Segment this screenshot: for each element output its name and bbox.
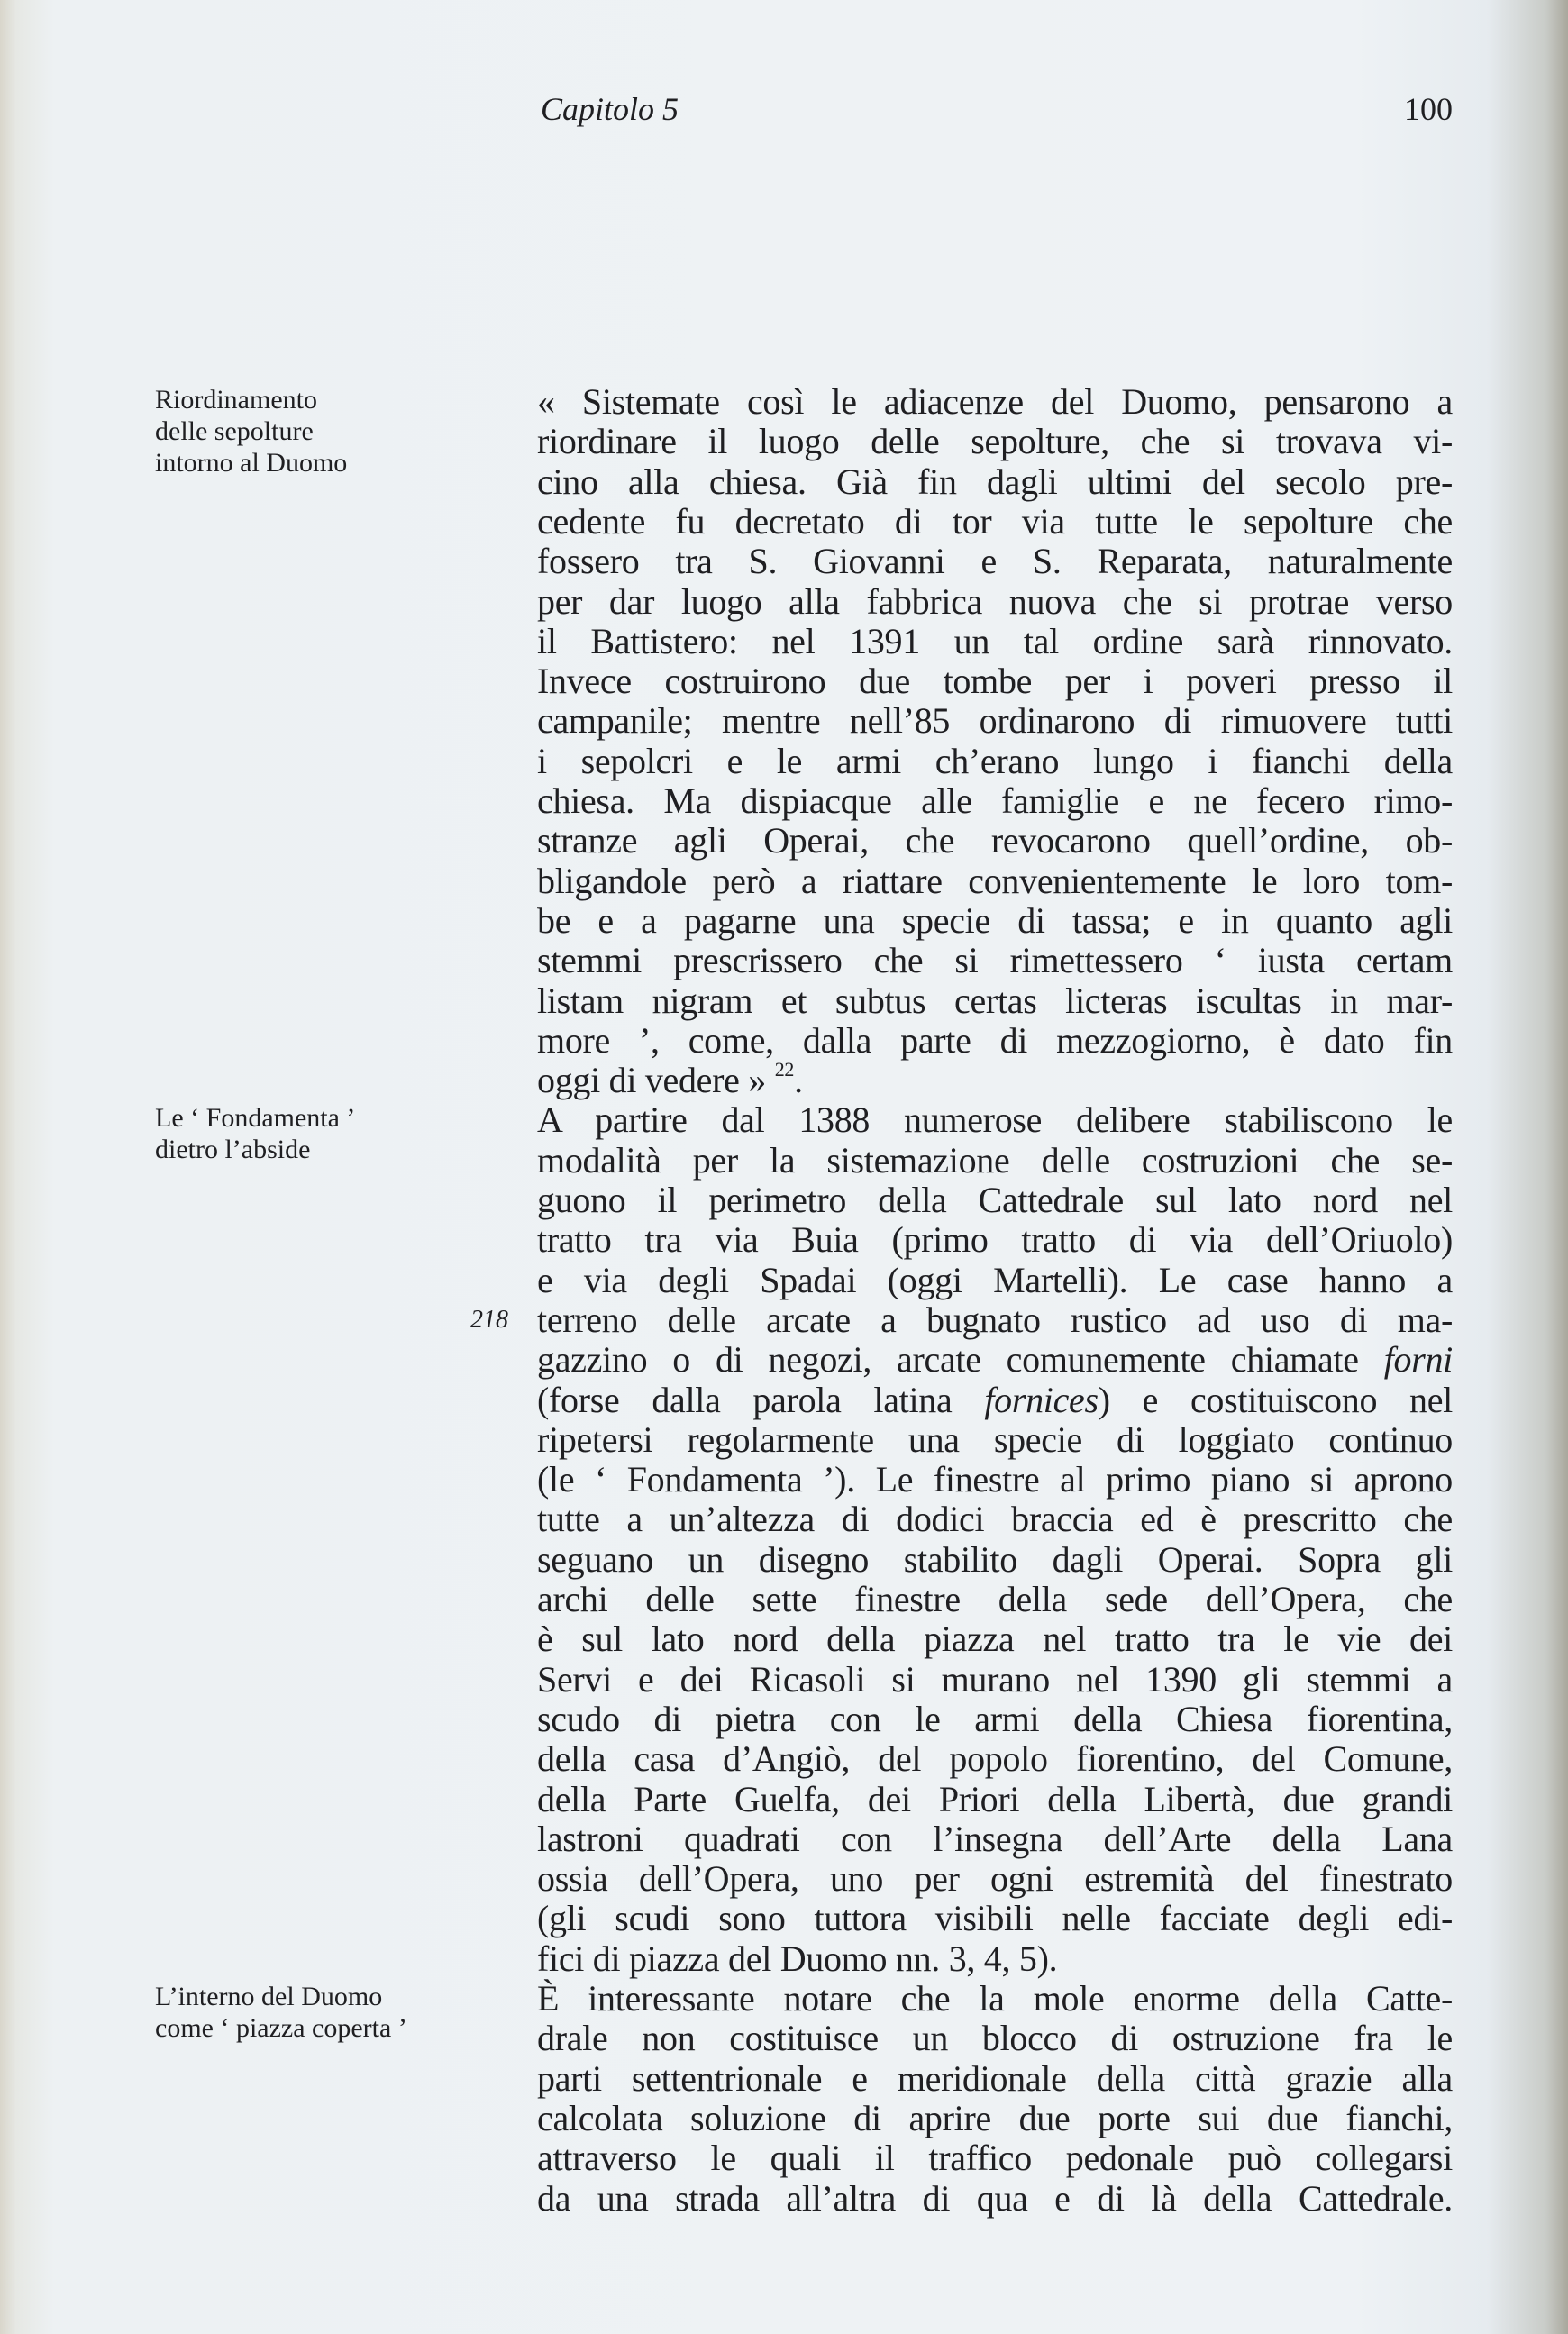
body-line bbox=[537, 981, 1453, 1021]
body-line bbox=[537, 2179, 1453, 2219]
body-line bbox=[537, 1021, 1453, 1061]
body-line bbox=[537, 1220, 1453, 1260]
italic-term: fornices bbox=[984, 1379, 1099, 1420]
line-text: della casa d’Angiò, del popolo fiorentino, del Comune, bbox=[537, 1738, 1453, 1780]
line-text: (gli scudi sono tuttora visibili nelle facciate degli edi- bbox=[537, 1898, 1453, 1939]
body-line bbox=[537, 2138, 1453, 2178]
line-text: seguano un disegno stabilito dagli Operai. Sopra gli bbox=[537, 1538, 1453, 1580]
footnote-ref: 22 bbox=[774, 1058, 795, 1081]
body-line bbox=[537, 1859, 1453, 1899]
line-text: tratto tra via Buia (primo tratto di via dell’Oriuolo) bbox=[537, 1219, 1453, 1261]
line-text: be e a pagarne una specie di tassa; e in quanto agli bbox=[537, 899, 1453, 941]
body-line bbox=[537, 422, 1453, 461]
line-text: (forse dalla parola latina bbox=[537, 1379, 985, 1420]
body-line bbox=[537, 1819, 1453, 1859]
line-text: riordinare il luogo delle sepolture, che si trovava vi- bbox=[537, 421, 1453, 462]
page-number: 100 bbox=[1404, 91, 1453, 127]
line-text: parti settentrionale e meridionale della città grazie alla bbox=[537, 2057, 1453, 2099]
line-text: fossero tra S. Giovanni e S. Reparata, naturalmente bbox=[537, 541, 1453, 582]
line-text: cino alla chiesa. Già fin dagli ultimi del secolo pre- bbox=[537, 460, 1453, 502]
line-text: da una strada all’altra di qua e di là della Cattedrale. bbox=[537, 2177, 1453, 2219]
body-line bbox=[537, 1420, 1453, 1460]
body-line bbox=[537, 1058, 1453, 1101]
line-text: e via degli Spadai (oggi Martelli). Le case hanno a bbox=[537, 1259, 1453, 1300]
body-line bbox=[537, 1100, 1453, 1140]
body-line bbox=[537, 382, 1453, 422]
body-line bbox=[537, 1619, 1453, 1659]
body-line bbox=[537, 901, 1453, 941]
body-line bbox=[537, 462, 1453, 502]
line-text: scudo di pietra con le armi della Chiesa fiorentina, bbox=[537, 1698, 1453, 1739]
line-text: ) e costituiscono nel bbox=[1098, 1379, 1453, 1420]
line-text: della Parte Guelfa, dei Priori della Libertà, due grandi bbox=[537, 1778, 1453, 1819]
margin-note: Riordinamento bbox=[155, 385, 317, 415]
body-line bbox=[537, 781, 1453, 821]
body-line bbox=[537, 1500, 1453, 1539]
body-line bbox=[537, 2059, 1453, 2099]
line-text: stemmi prescrissero che si rimettessero ‘ iusta certam bbox=[537, 940, 1453, 981]
body-line bbox=[537, 1181, 1453, 1220]
body-line bbox=[537, 941, 1453, 980]
line-text: . bbox=[794, 1060, 803, 1101]
body-line bbox=[537, 1540, 1453, 1580]
line-text: stranze agli Operai, che revocarono quell’ordine, ob- bbox=[537, 820, 1453, 862]
line-text: campanile; mentre nell’85 ordinarono di rimuovere tutti bbox=[537, 700, 1453, 742]
body-line bbox=[537, 622, 1453, 661]
body-line bbox=[537, 2019, 1453, 2058]
line-text: Servi e dei Ricasoli si murano nel 1390 gli stemmi a bbox=[537, 1658, 1453, 1700]
body-line bbox=[537, 1300, 1453, 1340]
line-text: per dar luogo alla fabbrica nuova che si protrae verso bbox=[537, 580, 1453, 622]
body-line bbox=[537, 1780, 1453, 1819]
body-line bbox=[537, 1381, 1453, 1420]
line-text: bligandole però a riattare convenientemente le loro tom- bbox=[537, 860, 1453, 901]
line-text: è sul lato nord della piazza nel tratto tra le vie dei bbox=[537, 1618, 1453, 1660]
body-line bbox=[537, 1660, 1453, 1700]
line-text: cedente fu decretato di tor via tutte le sepolture che bbox=[537, 500, 1453, 542]
body-line bbox=[537, 742, 1453, 781]
body-line bbox=[537, 1340, 1453, 1380]
body-line bbox=[537, 502, 1453, 542]
line-text: « Sistemate così le adiacenze del Duomo, pensarono a bbox=[537, 381, 1453, 422]
body-line bbox=[537, 1460, 1453, 1500]
margin-note: dietro l’abside bbox=[155, 1135, 311, 1165]
body-line bbox=[537, 1700, 1453, 1739]
body-line bbox=[537, 661, 1453, 701]
line-text: guono il perimetro della Cattedrale sul lato nord nel bbox=[537, 1180, 1453, 1220]
line-text: A partire dal 1388 numerose delibere stabiliscono le bbox=[537, 1099, 1453, 1141]
body-line bbox=[537, 701, 1453, 741]
margin-note: come ‘ piazza coperta ’ bbox=[155, 2013, 407, 2043]
line-text: ripetersi regolarmente una specie di loggiato continuo bbox=[537, 1418, 1453, 1460]
line-text: È interessante notare che la mole enorme della Catte- bbox=[537, 1978, 1453, 2019]
body-line bbox=[537, 582, 1453, 622]
body-line bbox=[537, 821, 1453, 861]
line-text: il Battistero: nel 1391 un tal ordine sarà rinnovato. bbox=[537, 620, 1453, 661]
line-text: tutte a un’altezza di dodici braccia ed è prescritto che bbox=[537, 1499, 1453, 1540]
line-text: chiesa. Ma dispiacque alle famiglie e ne fecero rimo- bbox=[537, 780, 1453, 821]
italic-term: forni bbox=[1383, 1339, 1453, 1381]
line-text: gazzino o di negozi, arcate comunemente chiamate bbox=[537, 1339, 1384, 1381]
line-text: attraverso le quali il traffico pedonale può collegarsi bbox=[537, 2138, 1453, 2179]
line-text: listam nigram et subtus certas licteras iscultas in mar- bbox=[537, 980, 1453, 1021]
body-line bbox=[537, 862, 1453, 901]
line-text: terreno delle arcate a bugnato rustico ad uso di ma- bbox=[537, 1299, 1453, 1340]
line-text: ossia dell’Opera, uno per ogni estremità del finestrato bbox=[537, 1858, 1453, 1900]
body-line bbox=[537, 1141, 1453, 1181]
line-text: calcolata soluzione di aprire due porte sui due fianchi, bbox=[537, 2097, 1453, 2138]
line-text: drale non costituisce un blocco di ostruzione fra le bbox=[537, 2018, 1453, 2059]
body-line bbox=[537, 1739, 1453, 1779]
margin-reference-number: 218 bbox=[470, 1305, 508, 1334]
line-text: oggi di vedere » bbox=[537, 1060, 775, 1101]
line-text: i sepolcri e le armi ch’erano lungo i fianchi della bbox=[537, 740, 1453, 781]
body-line bbox=[537, 1261, 1453, 1300]
running-header-chapter: Capitolo 5 bbox=[541, 91, 679, 127]
line-text: fici di piazza del Duomo nn. 3, 4, 5). bbox=[537, 1937, 1058, 1979]
body-line bbox=[537, 1899, 1453, 1938]
body-line bbox=[537, 2099, 1453, 2138]
body-line bbox=[537, 1580, 1453, 1619]
body-line bbox=[537, 542, 1453, 581]
margin-note: delle sepolture bbox=[155, 416, 314, 446]
line-text: (le ‘ Fondamenta ’). Le finestre al primo piano si aprono bbox=[537, 1459, 1453, 1500]
margin-note: L’interno del Duomo bbox=[155, 1982, 383, 2011]
margin-note: Le ‘ Fondamenta ’ bbox=[155, 1103, 356, 1134]
body-line bbox=[537, 1979, 1453, 2019]
body-line bbox=[537, 1939, 1453, 1979]
margin-note: intorno al Duomo bbox=[155, 448, 348, 478]
line-text: archi delle sette finestre della sede dell’Opera, che bbox=[537, 1579, 1453, 1619]
line-text: more ’, come, dalla parte di mezzogiorno, è dato fin bbox=[537, 1019, 1453, 1061]
line-text: lastroni quadrati con l’insegna dell’Arte della Lana bbox=[537, 1818, 1453, 1859]
line-text: modalità per la sistemazione delle costruzioni che se- bbox=[537, 1139, 1453, 1181]
line-text: Invece costruirono due tombe per i poveri presso il bbox=[537, 661, 1453, 702]
